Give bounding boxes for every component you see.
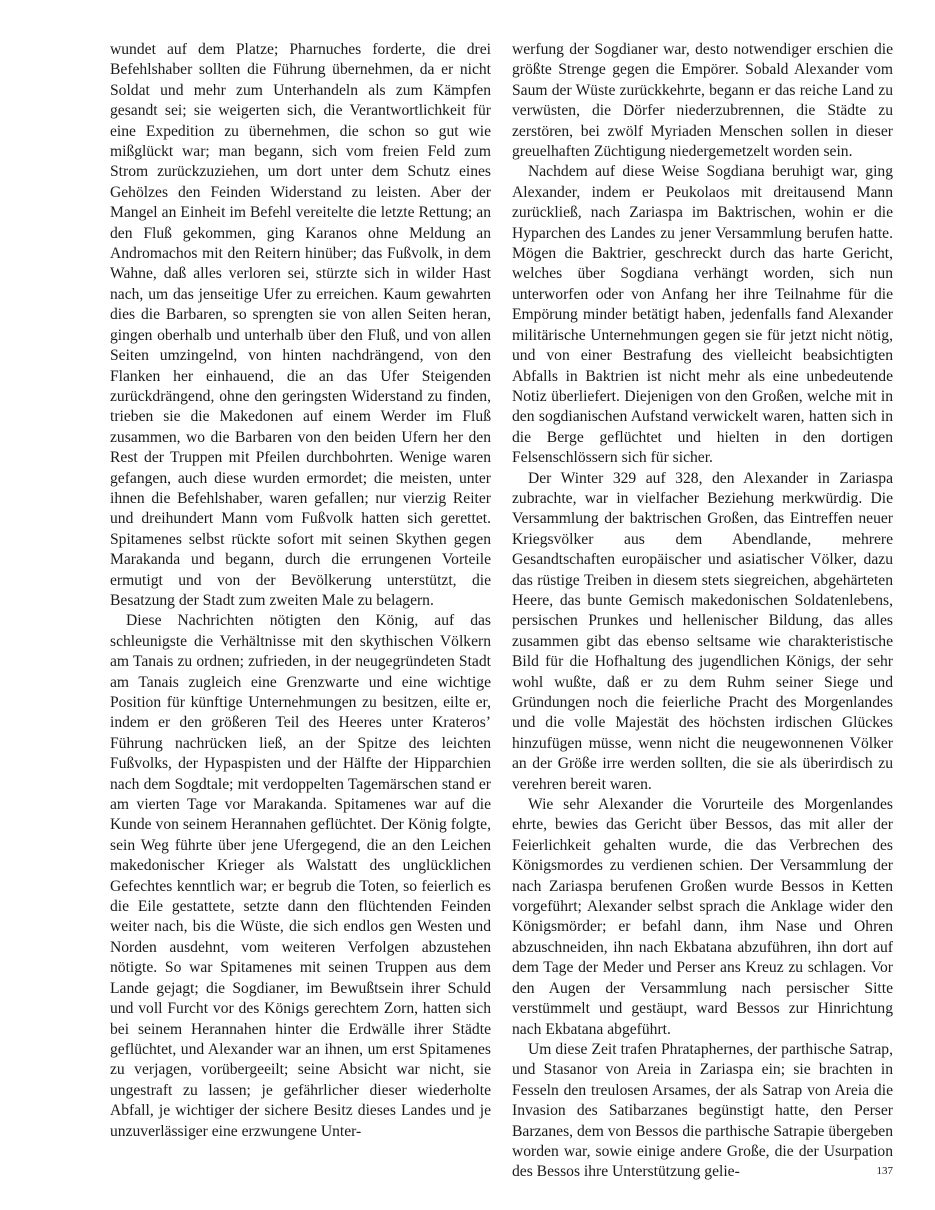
right-column [512,40,893,1183]
paragraph: werfung der Sogdianer war, desto notwendiger erschien die größte Strenge gegen die Empörer. Sobald Alexander vom Saum der Wüste zurückkehrte, begann er das reiche Land zu verwüsten, die Dörfer niederzubrennen, die Städte zu zerstören, bei zwölf Myriaden Menschen sollen in dieser greuelhaften Züchtigung niedergemetzelt worden sein. [512,41,893,161]
paragraph: wundet auf dem Platze; Pharnuches forderte, die drei Befehlshaber sollten die Führung übernehmen, da er nicht Soldat und mehr zum Unterhandeln als zum Kämpfen gesandt sei; sie weigerten sich, die Verantwortlichkeit für eine Expedition zu übernehmen, die schon so gut wie mißglückt war; man begann, sich vom freien Feld zum Strom zurückzuziehen, um dort unter dem Schutz eines Gehölzes den Feinden Widerstand zu leisten. Aber der Mangel an Einheit im Befehl vereitelte die letzte Rettung; an den Fluß gekommen, ging Karanos ohne Meldung an Andromachos mit den Reitern hinüber; das Fußvolk, in dem Wahne, daß alles verloren sei, stürzte sich in wilder Hast nach, um das jenseitige Ufer zu erreichen. Kaum gewahrten dies die Barbaren, so sprengten sie von allen Seiten heran, gingen oberhalb und unterhalb über den Fluß, und von allen Seiten umzingelnd, von hinten nachdrängend, von den Flanken her einhauend, die an das Ufer Steigenden zurückdrängend, ohne den geringsten Widerstand zu finden, trieben sie die Makedonen auf einem Werder im Fluß zusammen, wo die Barbaren von den beiden Ufern her den Rest der Truppen mit Pfeilen durchbohrten. Wenige waren gefangen, auch diese wurden ermordet; die meisten, unter ihnen die Befehlshaber, waren gefallen; nur vierzig Reiter und dreihundert Mann vom Fußvolk hatten sich gerettet. Spitamenes selbst rückte sofort mit seinen Skythen gegen Marakanda und begann, durch die errungenen Vorteile ermutigt und von der Bevölkerung unterstützt, die Besatzung der Stadt zum zweiten Male zu belagern. [110,41,491,609]
left-column [110,40,491,1142]
paragraph: Nachdem auf diese Weise Sogdiana beruhigt war, ging Alexander, indem er Peukolaos mit dreitausend Mann zurückließ, nach Zariaspa im Baktrischen, wohin er die Hyparchen des Landes zu jener Versammlung berufen hatte. Mögen die Baktrier, geschreckt durch das harte Gericht, welches über Sogdiana verhängt worden, sich nun unterworfen oder von Anfang her ihre Teilnahme für die Empörung minder betätigt haben, jedenfalls fand Alexander militärische Unternehmungen gegen sie für jetzt nicht nötig, und von einer Bestrafung des vielleicht beabsichtigten Abfalls in Baktrien ist nicht mehr als eine unbedeutende Notiz überliefert. Diejenigen von den Großen, welche mit in den sogdianischen Aufstand verwickelt waren, hatten sich in die Berge geflüchtet und hielten in den dortigen Felsenschlössern sich für sicher. [512,163,893,467]
paragraph: Diese Nachrichten nötigten den König, auf das schleunigste die Verhältnisse mit den skythischen Völkern am Tanais zu ordnen; zufrieden, in der neugegründeten Stadt am Tanais zugleich eine Grenzwarte und eine wichtige Position für künftige Unternehmungen zu besitzen, eilte er, indem er den größeren Teil des Heeres unter Krateros’ Führung nachrücken ließ, an der Spitze des leichten Fußvolks, der Hypaspisten und der Hälfte der Hipparchien nach dem Sogdtale; mit verdoppelten Tagemärschen stand er am vierten Tage vor Marakanda. Spitamenes war auf die Kunde von seinem Herannahen geflüchtet. Der König folgte, sein Weg führte über jene Ufergegend, die an den Leichen makedonischer Krieger als Walstatt des unglücklichen Gefechtes kenntlich war; er begrub die Toten, so feierlich es die Eile gestattete, setzte dann den flüchtenden Feinden weiter nach, bis die Wüste, die sich endlos gen Westen und Norden ausdehnt, vom weiteren Verfolgen abzustehen nötigte. So war Spitamenes mit seinen Truppen aus dem Lande gejagt; die Sogdianer, im Bewußtsein ihrer Schuld und voll Furcht vor des Königs gerechtem Zorn, hatten sich bei seinem Herannahen hinter die Erdwälle ihrer Städte geflüchtet, und Alexander war an ihnen, um erst Spitamenes zu verjagen, vorübergeeilt; seine Absicht war nicht, sie ungestraft zu lassen; je gefährlicher dieser wiederholte Abfall, je wichtiger der sichere Besitz dieses Landes und je unzuverlässiger eine erzwungene Unter- [110,612,491,1140]
page-number: 137 [876,1165,893,1177]
paragraph: Um diese Zeit trafen Phrataphernes, der parthische Satrap, und Stasanor von Areia in Zariaspa ein; sie brachten in Fesseln den treulosen Arsames, der als Satrap von Areia die Invasion des Satibarzanes begünstigt hatte, den Perser Barzanes, dem von Bessos die parthische Satrapie übergeben worden war, sowie einige andere Große, die der Usurpation des Bessos ihre Unterstützung gelie- [512,1040,893,1181]
paragraph: Wie sehr Alexander die Vorurteile des Morgenlandes ehrte, bewies das Gericht über Bessos, das mit aller der Feierlichkeit gehalten wurde, die das Verbrechen des Königsmordes zu verdienen schien. Der Versammlung der nach Zariaspa berufenen Großen wurde Bessos in Ketten vorgeführt; Alexander selbst sprach die Anklage wider den Königsmörder; er befahl dann, ihm Nase und Ohren abzuschneiden, ihn nach Ekbatana abzuführen, ihn dort auf dem Tage der Meder und Perser ans Kreuz zu schlagen. Vor den Augen der Versammlung nach persischer Sitte verstümmelt und gestäupt, ward Bessos zur Hinrichtung nach Ekbatana abgeführt. [512,796,893,1038]
paragraph: Der Winter 329 auf 328, den Alexander in Zariaspa zubrachte, war in vielfacher Beziehung merkwürdig. Die Versammlung der baktrischen Großen, das Eintreffen neuer Kriegsvölker aus dem Abendlande, mehrere Gesandtschaften europäischer und asiatischer Völker, dazu das rüstige Treiben in diesem stets siegreichen, abgehärteten Heere, das bunte Gemisch makedonischen Soldatenlebens, persischen Prunkes und hellenischer Bildung, das alles zusammen gibt das ebenso seltsame wie charakteristische Bild für die Hofhaltung des jugendlichen Königs, der sehr wohl wußte, daß er zu dem Ruhm seiner Siege und Gründungen noch die feierliche Pracht des Morgenlandes und die volle Majestät des höchsten irdischen Glückes hinzufügen müsse, wenn nicht die neugewonnenen Völker an der Größe irre werden sollten, die sie als überirdisch zu verehren bereit waren. [512,469,893,793]
